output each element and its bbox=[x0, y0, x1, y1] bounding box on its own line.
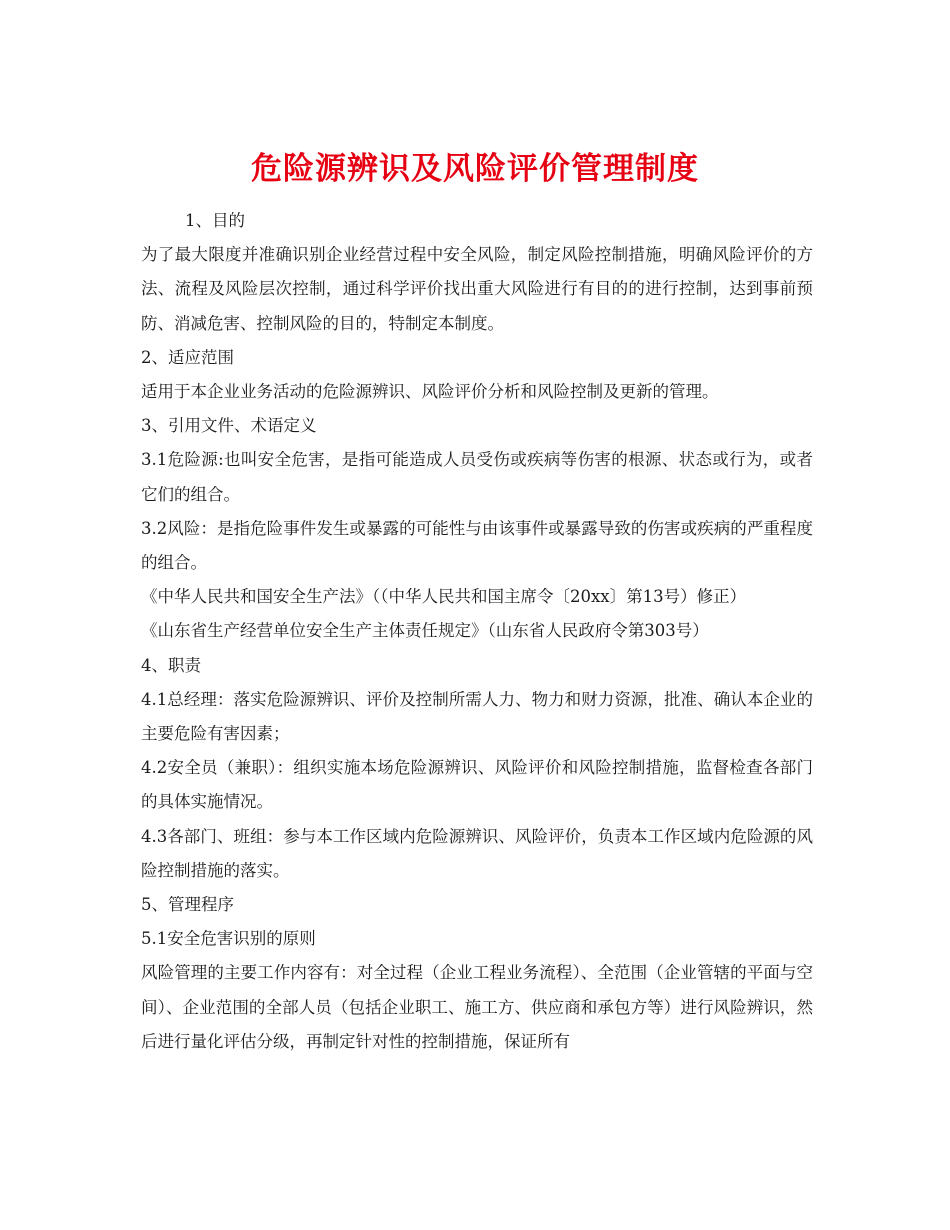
paragraph-risk-management-content: 风险管理的主要工作内容有：对全过程（企业工程业务流程）、全范围（企业管辖的平面与空间）、企业范围的全部人员（包括企业职工、施工方、供应商和承包方等）进行风险辨识，然后进行量化评估分级，再制定针对性的控制措施，保证所有 bbox=[141, 963, 813, 1051]
section-heading-scope: 2、适应范围 bbox=[141, 347, 234, 367]
paragraph-reference-law: 《中华人民共和国安全生产法》（（中华人民共和国主席令〔20xx〕第13号）修正） bbox=[141, 587, 747, 607]
paragraph-hazard-definition: 3.1危险源:也叫安全危害，是指可能造成人员受伤或疾病等伤害的根源、状态或行为，或者它们的组合。 bbox=[141, 450, 813, 504]
section-heading-responsibilities: 4、职责 bbox=[141, 655, 201, 675]
paragraph-scope: 适用于本企业业务活动的危险源辨识、风险评价分析和风险控制及更新的管理。 bbox=[141, 382, 719, 402]
paragraph-reference-regulation: 《山东省生产经营单位安全生产主体责任规定》（山东省人民政府令第303号） bbox=[141, 621, 709, 641]
document-title: 危险源辨识及风险评价管理制度 bbox=[251, 150, 699, 187]
section-heading-purpose: 1、目的 bbox=[185, 211, 245, 230]
document-body bbox=[141, 204, 813, 1059]
paragraph-risk-definition: 3.2风险：是指危险事件发生或暴露的可能性与由该事件或暴露导致的伤害或疾病的严重程度的组合。 bbox=[141, 518, 813, 573]
paragraph-departments: 4.3各部门、班组：参与本工作区域内危险源辨识、风险评价，负责本工作区域内危险源的风险控制措施的落实。 bbox=[141, 826, 813, 880]
paragraph-safety-officer: 4.2安全员（兼职）：组织实施本场危险源辨识、风险评价和风险控制措施，监督检查各部门的具体实施情况。 bbox=[141, 758, 813, 812]
paragraph-purpose: 为了最大限度并准确识别企业经营过程中安全风险，制定风险控制措施，明确风险评价的方法、流程及风险层次控制，通过科学评价找出重大风险进行有目的的进行控制，达到事前预防、消减危害、控制风险的目的，特制定本制度。 bbox=[141, 245, 813, 333]
section-heading-references: 3、引用文件、术语定义 bbox=[141, 416, 317, 436]
subsection-heading-identification-principles: 5.1安全危害识别的原则 bbox=[141, 929, 316, 949]
paragraph-general-manager: 4.1总经理：落实危险源辨识、评价及控制所需人力、物力和财力资源，批准、确认本企业的主要危险有害因素； bbox=[141, 689, 813, 744]
section-heading-procedure: 5、管理程序 bbox=[141, 895, 234, 915]
